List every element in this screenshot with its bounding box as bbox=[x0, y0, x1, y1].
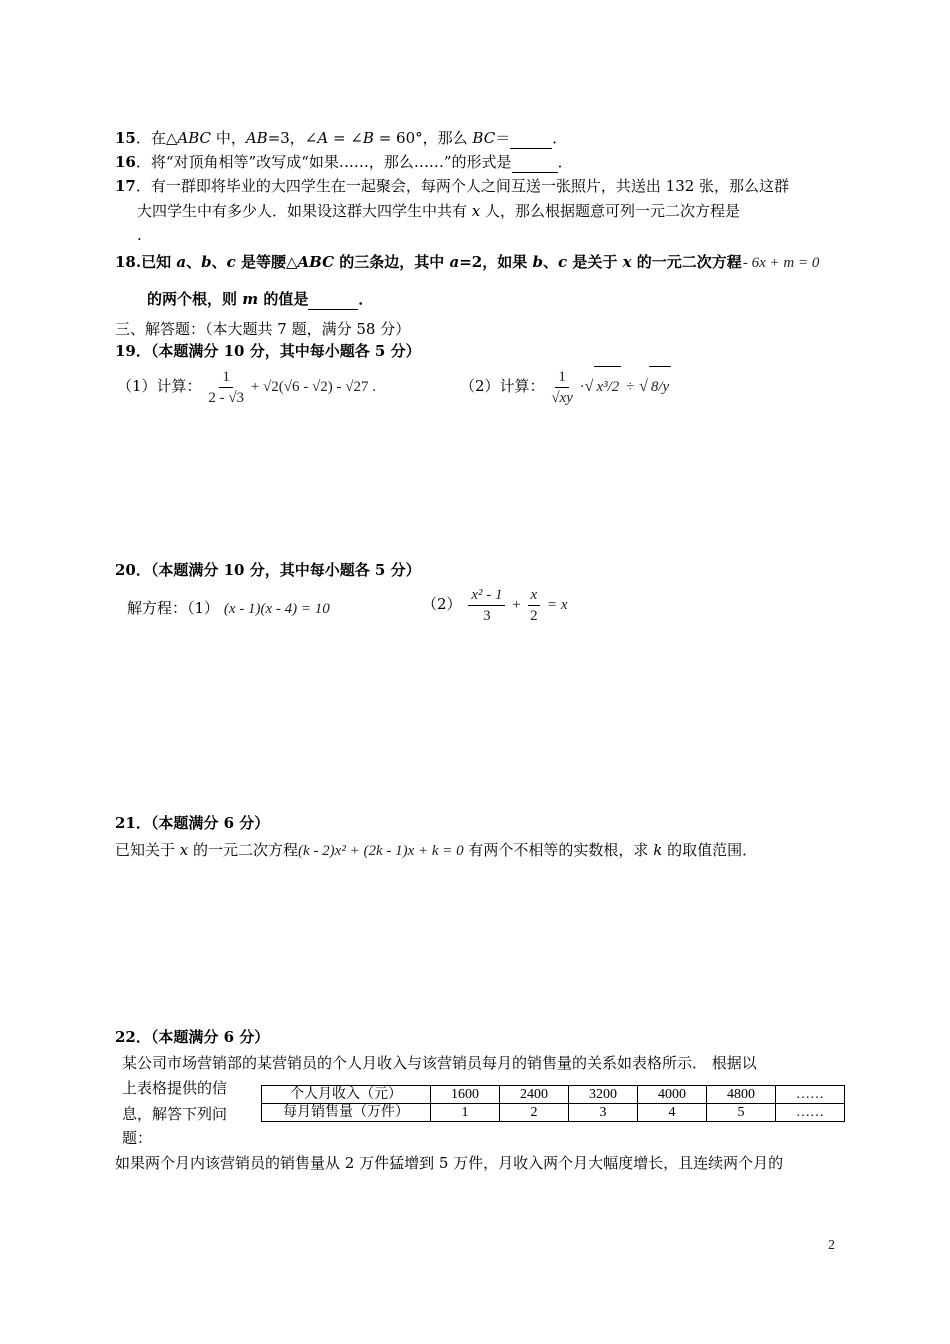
question-number: 18 bbox=[115, 253, 136, 271]
equation: (k - 2)x² + (2k - 1)x + k = 0 bbox=[298, 843, 464, 859]
table-cell: 2400 bbox=[500, 1086, 569, 1104]
answer-blank[interactable] bbox=[510, 128, 552, 149]
sales-table bbox=[261, 1085, 845, 1122]
table-row bbox=[262, 1104, 845, 1122]
fraction: $\frac{\text{x² - 1}}{3}$ bbox=[468, 587, 505, 624]
question-20-part2: （2） $\frac{\text{x² - 1}}{3}$ + $\frac{x}{2}$ = x bbox=[422, 586, 568, 624]
radicand: x³/2 bbox=[594, 366, 621, 407]
question-22-line2: 上表格提供的信 bbox=[122, 1079, 228, 1097]
question-22-line1: 某公司市场营销部的某营销员的个人月收入与该营销员每月的销售量的关系如表格所示． 根据以 bbox=[122, 1054, 757, 1072]
expression: + √2(√6 - √2) - √27 . bbox=[250, 379, 376, 395]
question-21-body: 已知关于 x 的一元二次方程(k - 2)x² + (2k - 1)x + k = 0 有两个不相等的实数根，求 k 的取值范围． bbox=[115, 841, 758, 859]
table-cell: 1 bbox=[431, 1104, 500, 1122]
question-22-line4: 题： bbox=[122, 1129, 153, 1147]
table-header-cell: 个人月收入（元） bbox=[262, 1086, 431, 1104]
question-19-header: 19．（本题满分 10 分，其中每小题各 5 分） bbox=[115, 342, 421, 360]
table-cell: 5 bbox=[707, 1104, 776, 1122]
radicand: 8/y bbox=[649, 366, 671, 407]
table-cell: 3 bbox=[569, 1104, 638, 1122]
table-cell: 1600 bbox=[431, 1086, 500, 1104]
question-22-header: 22．（本题满分 6 分） bbox=[115, 1028, 270, 1046]
question-22-line5: 如果两个月内该营销员的销售量从 2 万件猛增到 5 万件，月收入两个月大幅度增长，且连续两个月的 bbox=[115, 1154, 784, 1172]
question-20-header: 20．（本题满分 10 分，其中每小题各 5 分） bbox=[115, 561, 421, 579]
question-number: 15 bbox=[115, 129, 136, 147]
table-cell: …… bbox=[776, 1104, 845, 1122]
question-22-line3: 息，解答下列问 bbox=[122, 1105, 228, 1123]
table-header-cell: 每月销售量（万件） bbox=[262, 1104, 431, 1122]
question-17-line1: 17．有一群即将毕业的大四学生在一起聚会，每两个人之间互送一张照片，共送出 132 张，那么这群 bbox=[115, 177, 790, 195]
section-heading: 三、解答题：（本大题共 7 题，满分 58 分） bbox=[115, 320, 411, 338]
question-18-line1: 18.已知 a、b、c 是等腰△ABC 的三条边，其中 a=2，如果 b、c 是关于 x 的一元二次方程 bbox=[115, 253, 742, 271]
question-18-line2: 的两个根，则 m 的值是 ． bbox=[147, 290, 374, 308]
table-cell: 2 bbox=[500, 1104, 569, 1122]
question-17-line2: 大四学生中有多少人．如果设这群大四学生中共有 x 人，那么根据题意可列一元二次方程是 bbox=[137, 202, 741, 220]
equation: x² - 6x + m = 0 bbox=[728, 255, 820, 271]
question-16: 16．将“对顶角相等”改写成“如果……，那么……”的形式是 ． bbox=[115, 153, 573, 171]
fraction: $\frac{1}{√xy}$ bbox=[551, 368, 573, 406]
question-17-line3: . bbox=[137, 226, 142, 244]
table-cell: 3200 bbox=[569, 1086, 638, 1104]
fraction: $\frac{x}{2}$ bbox=[528, 587, 541, 624]
answer-blank[interactable] bbox=[308, 289, 358, 310]
question-19-part1: （1）计算： $\frac{1}{2 - √3}$ + √2(√6 - √2) - √27 . bbox=[117, 368, 376, 406]
fraction: $\frac{1}{2 - √3}$ bbox=[208, 368, 245, 406]
table-cell: 4800 bbox=[707, 1086, 776, 1104]
page-number: 2 bbox=[828, 1238, 835, 1253]
question-21-header: 21．（本题满分 6 分） bbox=[115, 814, 270, 832]
question-20-body: 解方程：（1） (x - 1)(x - 4) = 10 bbox=[127, 599, 330, 617]
table-cell: 4000 bbox=[638, 1086, 707, 1104]
equation: (x - 1)(x - 4) = 10 bbox=[223, 601, 330, 617]
answer-blank[interactable] bbox=[512, 152, 558, 173]
question-number: 17 bbox=[115, 177, 136, 195]
question-19-part2: （2）计算： $\frac{1}{√xy}$ ·√ x³/2 ÷ √ 8/y bbox=[460, 366, 671, 414]
table-row bbox=[262, 1086, 845, 1104]
table-cell: 4 bbox=[638, 1104, 707, 1122]
table-cell: …… bbox=[776, 1086, 845, 1104]
question-15: 15．在△ABC 中，AB=3，∠A = ∠B = 60°，那么 BC＝ ． bbox=[115, 129, 568, 147]
question-number: 16 bbox=[115, 153, 136, 171]
